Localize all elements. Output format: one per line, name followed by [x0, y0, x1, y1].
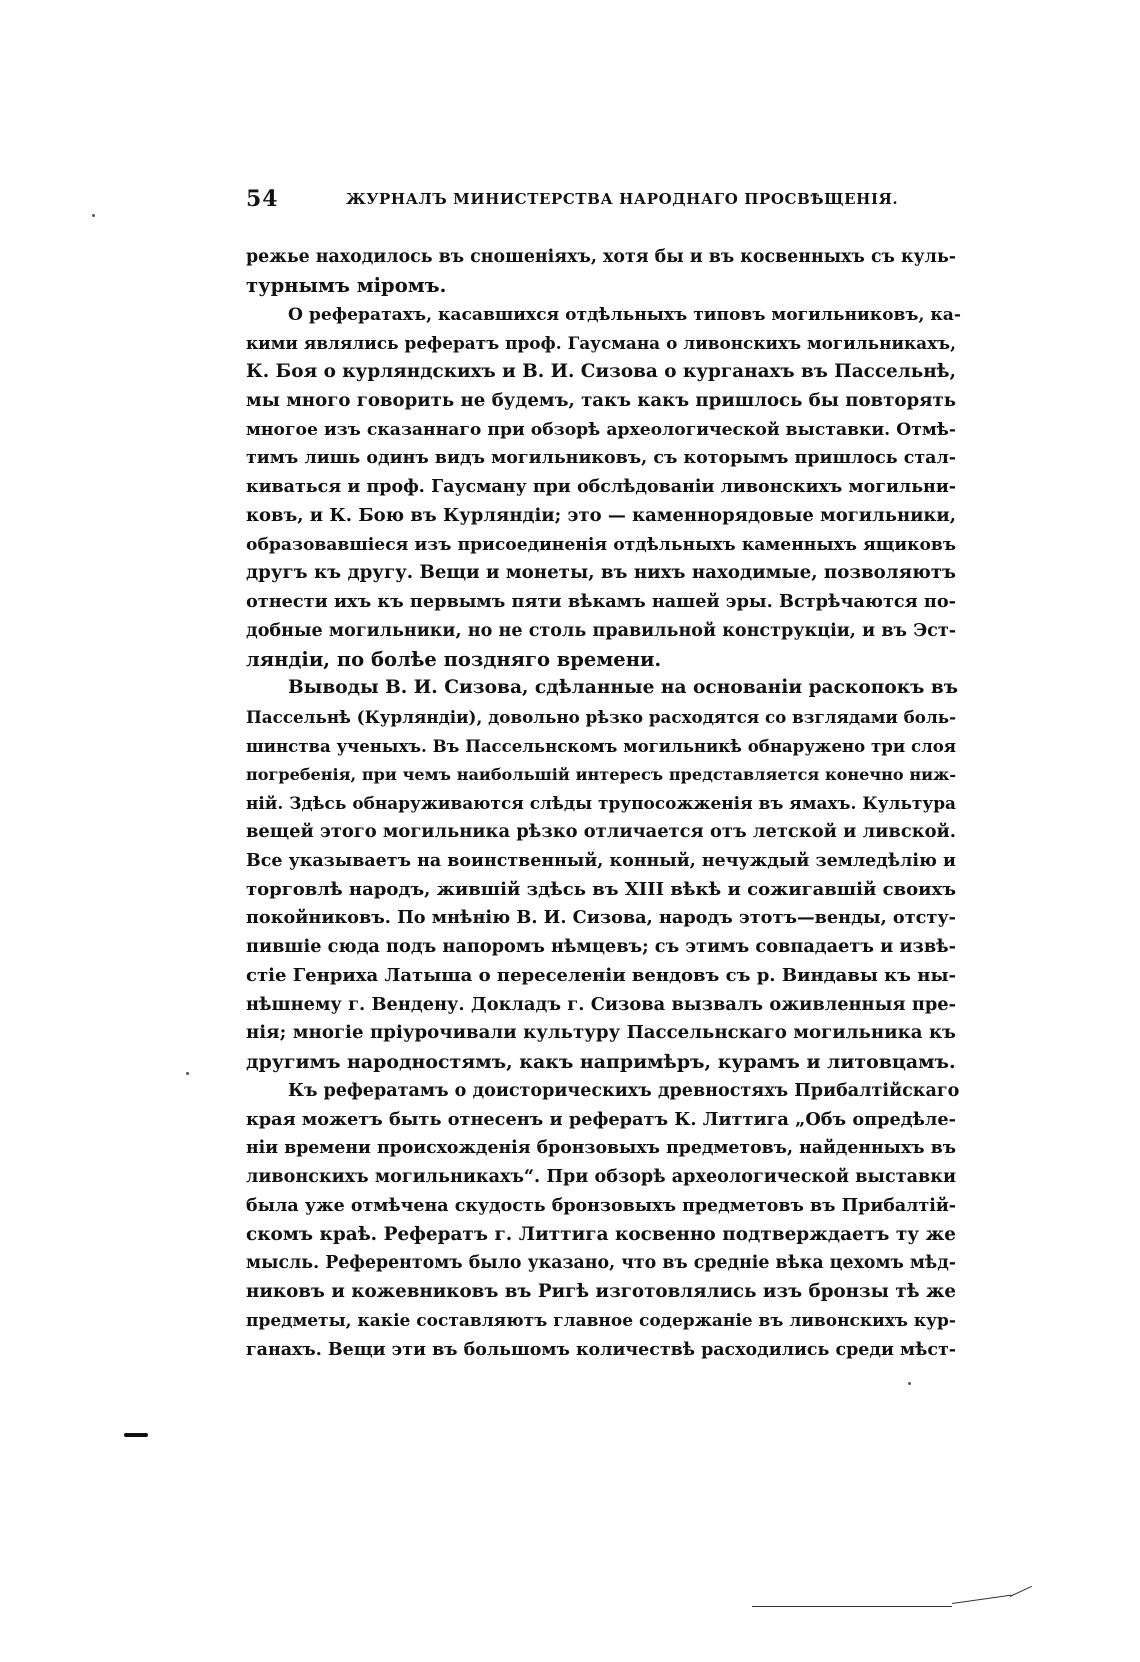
- text-line: шинства ученыхъ. Въ Пассельнскомъ могильникѣ обнаружено три слоя: [246, 735, 956, 756]
- scan-edge-line: [952, 1595, 1012, 1604]
- text-line: была уже отмѣчена скудость бронзовыхъ предметовъ въ Прибалтій-: [246, 1195, 956, 1216]
- text-line: скомъ краѣ. Рефератъ г. Литтига косвенно подтверждаетъ ту же: [246, 1223, 956, 1245]
- text-line: стіе Генриха Латыша о переселеніи вендовъ съ р. Виндавы къ ны-: [246, 964, 956, 986]
- text-line: Все указываетъ на воинственный, конный, нечуждый земледѣлію и: [246, 850, 956, 871]
- scan-speck: [92, 214, 95, 217]
- text-line: Пассельнѣ (Курляндіи), довольно рѣзко расходятся со взглядами боль-: [246, 707, 957, 727]
- scan-edge-line: [1010, 1586, 1032, 1597]
- body-text: [246, 243, 961, 1364]
- scan-edge-line: [752, 1606, 952, 1607]
- text-line: вещей этого могильника рѣзко отличается отъ летской и ливской.: [246, 821, 956, 842]
- page-number: 54: [246, 186, 279, 212]
- scan-mark-dash: [124, 1433, 148, 1437]
- paragraph-start-line: Выводы В. И. Сизова, сдѣланные на основаніи раскопокъ въ: [288, 677, 959, 699]
- text-line: ковъ, и К. Бою въ Курляндіи; это — каменнорядовые могильники,: [246, 504, 956, 526]
- text-line: нѣшнему г. Вендену. Докладъ г. Сизова вызвалъ оживленныя пре-: [246, 993, 956, 1015]
- text-line: ніи времени происхожденія бронзовыхъ предметовъ, найденныхъ въ: [246, 1138, 956, 1159]
- text-line: образовавшіеся изъ присоединенія отдѣльныхъ каменныхъ ящиковъ: [246, 534, 956, 555]
- text-line: другъ къ другу. Вещи и монеты, въ нихъ находимые, позволяютъ: [246, 562, 956, 584]
- text-line: добные могильники, но не столь правильной конструкціи, и въ Эст-: [246, 620, 956, 641]
- text-line: турнымъ міромъ.: [246, 273, 447, 297]
- text-line: никовъ и кожевниковъ въ Ригѣ изготовлялись изъ бронзы тѣ же: [246, 1281, 956, 1302]
- text-line: мы много говорить не будемъ, такъ какъ пришлось бы повторять: [246, 389, 956, 411]
- text-line: кими являлись рефератъ проф. Гаусмана о ливонскихъ могильникахъ,: [246, 333, 956, 354]
- text-line: ганахъ. Вещи эти въ большомъ количествѣ расходились среди мѣст-: [246, 1339, 956, 1360]
- text-line: многое изъ сказаннаго при обзорѣ археологической выставки. Отмѣ-: [246, 419, 956, 440]
- text-line: ливонскихъ могильникахъ“. При обзорѣ археологической выставки: [246, 1166, 956, 1187]
- text-line: режье находилось въ сношеніяхъ, хотя бы и въ косвенныхъ съ куль-: [246, 247, 956, 267]
- paragraph-start-line: Къ рефератамъ о доисторическихъ древностяхъ Прибалтійскаго: [288, 1080, 960, 1101]
- paragraph-start-line: О рефератахъ, касавшихся отдѣльныхъ типовъ могильниковъ, ка-: [288, 304, 961, 325]
- running-title: ЖУРНАЛЪ МИНИСТЕРСТВА НАРОДНАГО ПРОСВѢЩЕНІЯ.: [346, 190, 899, 208]
- scan-speck: [186, 1072, 189, 1075]
- text-line: ляндіи, по болѣе поздняго времени.: [246, 647, 662, 671]
- text-line: К. Боя о курляндскихъ и В. И. Сизова о курганахъ въ Пассельнѣ,: [246, 361, 957, 382]
- text-line: другимъ народностямъ, какъ напримѣръ, курамъ и литовцамъ.: [246, 1051, 956, 1073]
- scan-speck: [908, 1382, 911, 1385]
- text-line: предметы, какіе составляютъ главное содержаніе въ ливонскихъ кур-: [246, 1310, 956, 1331]
- text-line: отнести ихъ къ первымъ пяти вѣкамъ нашей эры. Встрѣчаются по-: [246, 591, 956, 612]
- text-line: торговлѣ народъ, жившій здѣсь въ XIII вѣкѣ и сожигавшій своихъ: [246, 878, 956, 900]
- text-line: тимъ лишь одинъ видъ могильниковъ, съ которымъ пришлось стал-: [246, 448, 956, 469]
- text-line: пившіе сюда подъ напоромъ нѣмцевъ; съ этимъ совпадаетъ и извѣ-: [246, 936, 956, 957]
- page-header: [246, 186, 966, 218]
- text-line: киваться и проф. Гаусману при обслѣдованіи ливонскихъ могильни-: [246, 477, 956, 497]
- text-line: покойниковъ. По мнѣнію В. И. Сизова, народъ этотъ—венды, отсту-: [246, 907, 956, 929]
- text-line: края можетъ быть отнесенъ и рефератъ К. Литтига „Объ опредѣле-: [246, 1108, 956, 1130]
- text-line: погребенія, при чемъ наибольшій интересъ представляется конечно ниж-: [246, 764, 956, 784]
- text-line: ній. Здѣсь обнаруживаются слѣды трупосожженія въ ямахъ. Культура: [246, 793, 956, 814]
- text-line: нія; многіе пріурочивали культуру Пассельнскаго могильника къ: [246, 1022, 956, 1044]
- text-line: мысль. Референтомъ было указано, что въ средніе вѣка цехомъ мѣд-: [246, 1253, 956, 1274]
